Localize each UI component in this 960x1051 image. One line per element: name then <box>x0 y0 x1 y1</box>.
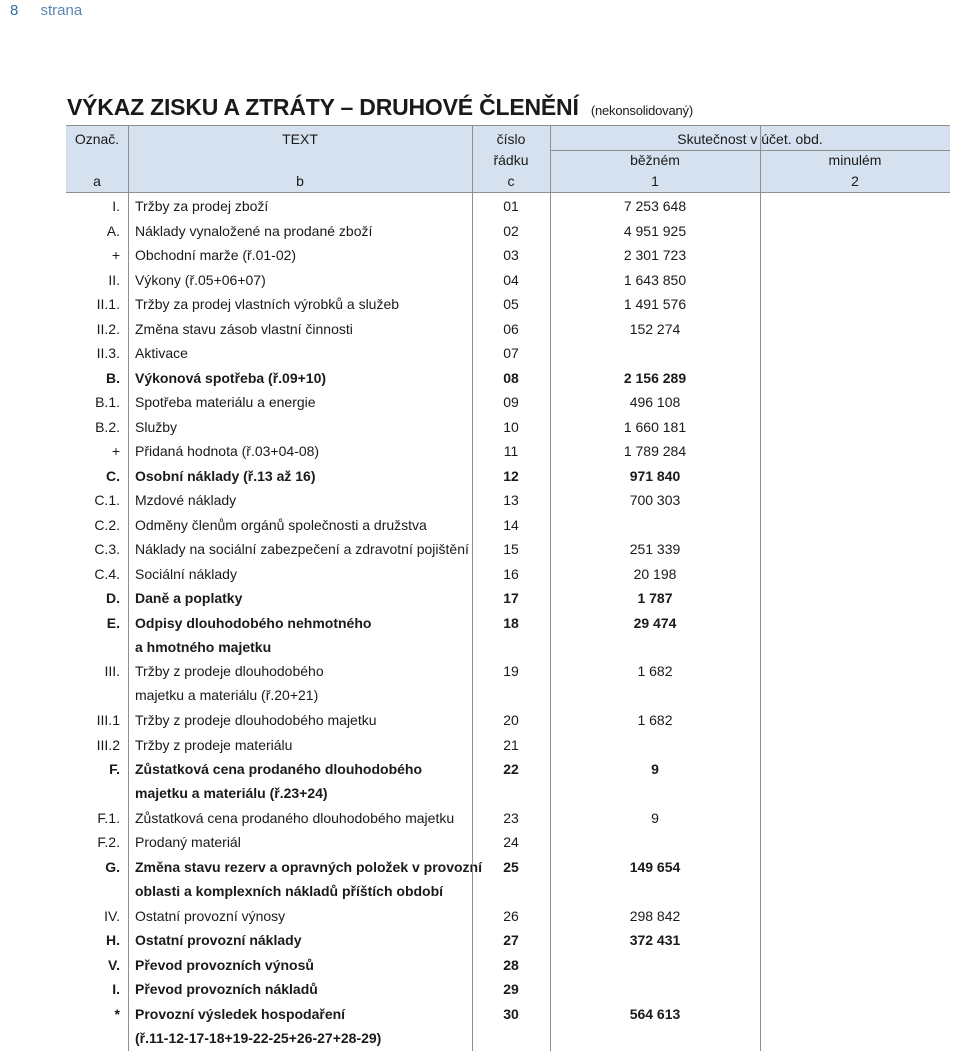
row-code: E. <box>106 614 120 631</box>
header-letter-a: a <box>93 173 101 189</box>
row-line-number: 13 <box>503 492 519 508</box>
row-text-continued: majetku a materiálu (ř.20+21) <box>135 687 319 704</box>
row-code: I. <box>112 198 120 214</box>
row-code: + <box>111 443 120 459</box>
row-text-continued: majetku a materiálu (ř.23+24) <box>135 785 328 802</box>
row-text: Obchodní marže (ř.01-02) <box>135 247 297 263</box>
row-code: C. <box>106 467 120 484</box>
header-actual: Skutečnost v účet. obd. <box>677 131 823 147</box>
column-divider <box>472 125 473 1051</box>
header-letter-c: c <box>507 173 515 189</box>
row-current-value: 1 787 <box>637 590 673 606</box>
row-code: III.2 <box>96 736 120 753</box>
row-code: II. <box>108 271 120 288</box>
header-oznac: Označ. <box>74 131 120 147</box>
page-number <box>10 2 82 19</box>
row-text: Změna stavu zásob vlastní činnosti <box>135 320 353 337</box>
row-current-value: 4 951 925 <box>623 222 687 239</box>
row-current-value: 2 301 723 <box>623 247 687 263</box>
header-num-2: 2 <box>851 173 859 189</box>
row-code: C.1. <box>94 492 120 508</box>
row-text: Výkonová spotřeba (ř.09+10) <box>135 369 327 386</box>
row-text: Tržby z prodeje dlouhodobého <box>135 663 324 680</box>
row-text: Náklady na sociální zabezpečení a zdravotní pojištění <box>135 541 469 557</box>
row-line-number: 21 <box>503 736 519 753</box>
report-title <box>67 94 693 121</box>
row-text: Ostatní provozní náklady <box>135 932 302 949</box>
column-divider <box>550 125 551 1051</box>
row-line-number: 15 <box>503 541 519 557</box>
row-text-continued: oblasti a komplexních nákladů příštích období <box>135 882 444 899</box>
row-line-number: 03 <box>503 247 519 263</box>
row-text: Zůstatková cena prodaného dlouhodobého majetku <box>135 809 455 826</box>
row-current-value: 1 789 284 <box>623 443 687 459</box>
row-code: + <box>111 247 120 263</box>
row-text: Výkony (ř.05+06+07) <box>135 271 266 288</box>
row-text: Sociální náklady <box>135 565 237 582</box>
row-code: B.2. <box>95 418 120 435</box>
row-line-number: 10 <box>503 418 519 435</box>
row-current-value: 700 303 <box>629 492 681 508</box>
row-text-continued: (ř.11-12-17-18+19-22-25+26-27+28-29) <box>135 1029 382 1046</box>
row-code: IV. <box>104 907 120 924</box>
row-text: Ostatní provozní výnosy <box>135 907 286 924</box>
row-current-value: 1 682 <box>637 663 673 680</box>
row-code: C.4. <box>94 565 120 582</box>
row-current-value: 1 643 850 <box>623 271 687 288</box>
row-current-value: 20 198 <box>633 565 677 582</box>
row-code: C.2. <box>94 516 120 533</box>
row-text: Odpisy dlouhodobého nehmotného <box>135 614 372 631</box>
row-code: F.2. <box>97 834 120 851</box>
row-code: B.1. <box>95 394 120 410</box>
page-number-label: strana <box>40 2 83 19</box>
column-divider <box>128 125 129 1051</box>
row-current-value: 564 613 <box>629 1005 681 1022</box>
row-text: Náklady vynaložené na prodané zboží <box>135 222 373 239</box>
row-current-value: 29 474 <box>633 614 677 631</box>
row-text: Mzdové náklady <box>135 492 237 508</box>
row-line-number: 20 <box>503 712 519 729</box>
row-text: Převod provozních výnosů <box>135 956 314 973</box>
report-title-sub: (nekonsolidovaný) <box>590 103 693 118</box>
row-text: Tržby za prodej zboží <box>135 198 269 214</box>
row-line-number: 28 <box>503 956 519 973</box>
row-line-number: 01 <box>503 198 519 214</box>
row-text: Tržby z prodeje dlouhodobého majetku <box>135 712 377 729</box>
row-text: Tržby za prodej vlastních výrobků a služeb <box>135 296 400 312</box>
row-code: B. <box>106 369 120 386</box>
row-code: * <box>114 1005 120 1022</box>
row-text: Změna stavu rezerv a opravných položek v provozní <box>135 858 482 875</box>
row-line-number: 14 <box>503 516 519 533</box>
row-current-value: 1 682 <box>637 712 673 729</box>
row-line-number: 27 <box>503 932 519 949</box>
row-text: Přidaná hodnota (ř.03+04-08) <box>135 443 320 459</box>
row-code: I. <box>112 981 120 998</box>
row-code: II.3. <box>96 345 120 361</box>
row-line-number: 29 <box>503 981 519 998</box>
row-text: Tržby z prodeje materiálu <box>135 736 293 753</box>
row-text: Provozní výsledek hospodaření <box>135 1005 346 1022</box>
row-line-number: 11 <box>503 443 519 459</box>
header-previous: minulém <box>828 152 882 168</box>
row-text-continued: a hmotného majetku <box>135 638 272 655</box>
row-line-number: 02 <box>503 222 519 239</box>
report-title-main: VÝKAZ ZISKU A ZTRÁTY – DRUHOVÉ ČLENĚNÍ <box>67 94 579 120</box>
row-current-value: 7 253 648 <box>623 198 687 214</box>
row-line-number: 25 <box>503 858 519 875</box>
row-line-number: 26 <box>503 907 519 924</box>
row-current-value: 152 274 <box>629 320 681 337</box>
row-line-number: 30 <box>503 1005 519 1022</box>
row-code: F. <box>109 761 120 778</box>
row-text: Aktivace <box>135 345 188 361</box>
row-line-number: 05 <box>503 296 519 312</box>
row-text: Spotřeba materiálu a energie <box>135 394 316 410</box>
row-code: III.1 <box>96 712 120 729</box>
column-divider <box>760 125 761 1051</box>
row-current-value: 9 <box>651 809 659 826</box>
header-cislo: číslo <box>496 131 526 147</box>
row-code: F.1. <box>97 809 120 826</box>
row-line-number: 04 <box>503 271 519 288</box>
row-line-number: 12 <box>503 467 519 484</box>
row-code: II.2. <box>96 320 120 337</box>
row-current-value: 971 840 <box>629 467 681 484</box>
row-current-value: 298 842 <box>629 907 681 924</box>
row-code: D. <box>106 590 120 606</box>
row-line-number: 06 <box>503 320 519 337</box>
header-letter-b: b <box>296 173 304 189</box>
header-bottom-divider <box>66 192 950 193</box>
row-text: Prodaný materiál <box>135 834 241 851</box>
row-current-value: 1 491 576 <box>623 296 687 312</box>
header-current: běžném <box>630 152 680 168</box>
row-text: Odměny členům orgánů společnosti a družstva <box>135 516 427 533</box>
row-current-value: 2 156 289 <box>623 369 687 386</box>
row-line-number: 18 <box>503 614 519 631</box>
row-code: A. <box>106 222 120 239</box>
row-current-value: 1 660 181 <box>623 418 687 435</box>
row-line-number: 17 <box>503 590 519 606</box>
row-code: III. <box>104 663 120 680</box>
row-code: II.1. <box>96 296 120 312</box>
row-line-number: 16 <box>503 565 519 582</box>
header-num-1: 1 <box>651 173 659 189</box>
header-top-divider <box>66 125 950 126</box>
row-line-number: 19 <box>503 663 519 680</box>
header-radku: řádku <box>493 152 529 168</box>
row-line-number: 08 <box>503 369 519 386</box>
row-current-value: 372 431 <box>629 932 681 949</box>
page-number-value: 8 <box>10 2 19 19</box>
row-line-number: 24 <box>503 834 519 851</box>
row-line-number: 22 <box>503 761 519 778</box>
row-current-value: 149 654 <box>629 858 681 875</box>
row-text: Osobní náklady (ř.13 až 16) <box>135 467 316 484</box>
header-mid-divider <box>550 150 950 151</box>
row-text: Služby <box>135 418 178 435</box>
row-current-value: 9 <box>651 761 659 778</box>
row-text: Daně a poplatky <box>135 590 243 606</box>
row-current-value: 496 108 <box>629 394 681 410</box>
header-text: TEXT <box>282 131 318 147</box>
row-text: Zůstatková cena prodaného dlouhodobého <box>135 761 423 778</box>
row-line-number: 09 <box>503 394 519 410</box>
row-code: V. <box>108 956 120 973</box>
row-text: Převod provozních nákladů <box>135 981 318 998</box>
row-code: C.3. <box>94 541 120 557</box>
row-current-value: 251 339 <box>629 541 681 557</box>
row-line-number: 07 <box>503 345 519 361</box>
row-code: G. <box>105 858 120 875</box>
row-line-number: 23 <box>503 809 519 826</box>
row-code: H. <box>106 932 120 949</box>
